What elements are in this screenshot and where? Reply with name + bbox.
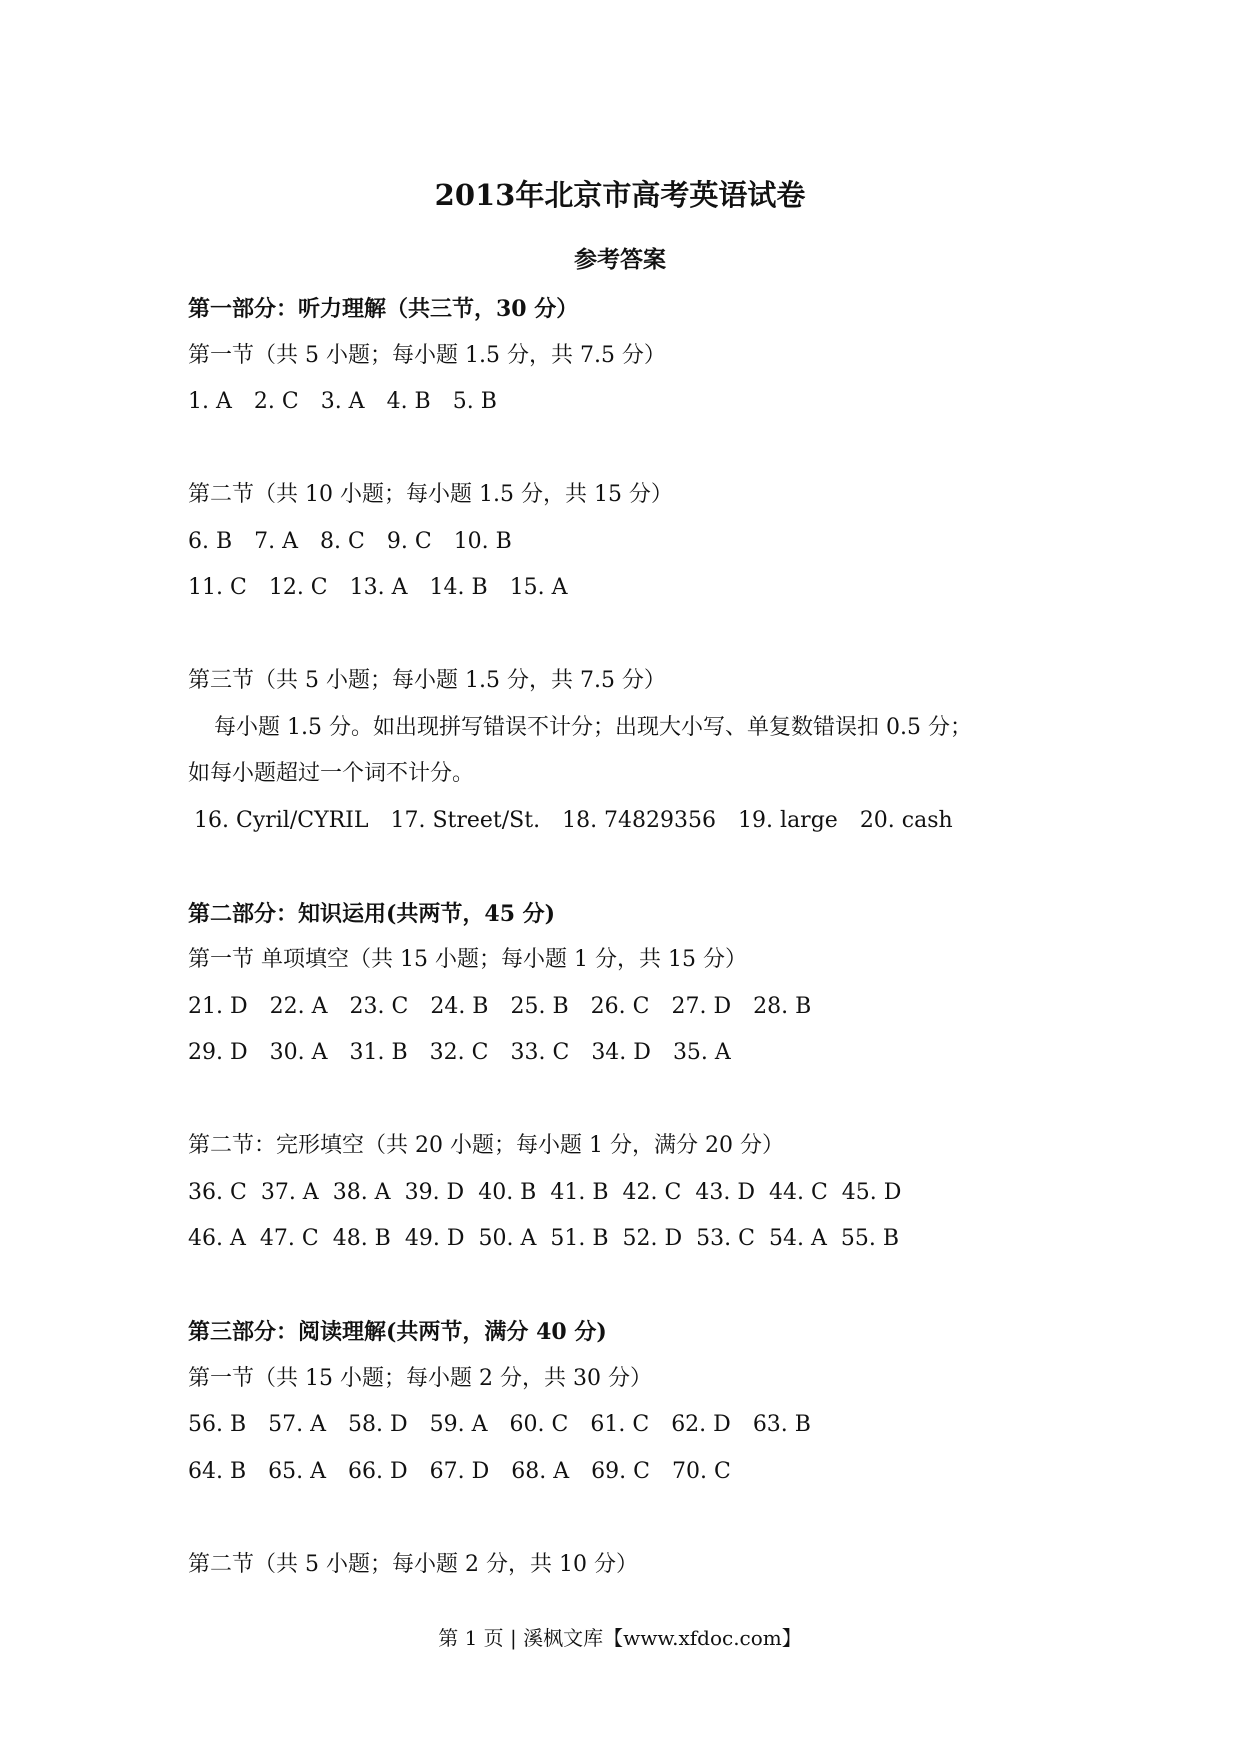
answer-item: 67. D — [429, 1458, 490, 1484]
answer-item: 31. B — [349, 1040, 408, 1065]
answer-item: 12. C — [268, 575, 328, 600]
answer-item: 5. B — [452, 389, 497, 414]
answer-item: 51. B — [550, 1226, 609, 1251]
answer-item: 17. Street/St. — [390, 807, 541, 833]
part3-heading: 第三部分：阅读理解(共两节，满分 40 分) — [188, 1319, 607, 1345]
answer-item: 36. C — [188, 1179, 247, 1205]
answer-item: 57. A — [268, 1412, 327, 1437]
answer-item: 52. D — [622, 1226, 683, 1251]
answer-item: 53. C — [696, 1226, 755, 1251]
answer-item: 56. B — [188, 1412, 247, 1437]
answer-row — [188, 1402, 1088, 1449]
part1-sec2-heading: 第二节（共 10 小题；每小题 1.5 分，共 15 分） — [188, 482, 673, 507]
part1-sec1-heading: 第一节（共 5 小题；每小题 1.5 分，共 7.5 分） — [188, 342, 666, 368]
answer-item: 35. A — [672, 1040, 731, 1065]
answer-item: 41. B — [550, 1179, 609, 1205]
answer-item: 64. B — [188, 1458, 247, 1484]
answer-item: 19. large — [738, 807, 838, 833]
answer-item: 70. C — [671, 1458, 731, 1484]
answer-item: 40. B — [478, 1179, 537, 1205]
answer-item: 48. B — [332, 1226, 391, 1251]
answer-item: 16. Cyril/CYRIL — [194, 807, 369, 833]
answer-item: 54. A — [768, 1226, 827, 1251]
answer-item: 38. A — [332, 1179, 391, 1205]
answer-item: 13. A — [349, 575, 408, 600]
answer-item: 6. B — [188, 528, 233, 554]
answer-item: 61. C — [590, 1412, 650, 1437]
part1-heading: 第一部分：听力理解（共三节，30 分） — [188, 296, 579, 322]
answer-item: 62. D — [671, 1412, 731, 1437]
answer-item: 45. D — [841, 1179, 902, 1205]
answer-item: 33. C — [510, 1040, 570, 1065]
answer-item: 9. C — [386, 528, 432, 554]
page-title: 2013年北京市高考英语试卷 — [434, 178, 806, 212]
answer-item: 14. B — [429, 575, 488, 600]
answer-item: 66. D — [348, 1458, 408, 1484]
answer-item: 4. B — [386, 389, 431, 414]
page-footer: 第 1 页 | 溪枫文库【www.xfdoc.com】 — [438, 1626, 802, 1650]
answer-item: 10. B — [453, 528, 512, 554]
answer-item: 43. D — [695, 1179, 755, 1205]
answer-item: 7. A — [254, 528, 299, 554]
answer-content — [188, 286, 1088, 1588]
part1-sec3-note-2: 如每小题超过一个词不计分。 — [188, 761, 475, 786]
answer-item: 30. A — [269, 1040, 328, 1065]
answer-item: 24. B — [430, 993, 489, 1019]
answer-item: 34. D — [591, 1040, 651, 1065]
answer-item: 59. A — [429, 1412, 488, 1437]
answer-item: 49. D — [404, 1226, 465, 1251]
answer-item: 60. C — [509, 1412, 569, 1437]
answer-row — [188, 1170, 1088, 1217]
answer-row — [188, 1216, 1088, 1263]
answer-item: 2. C — [253, 389, 299, 414]
answer-row — [188, 984, 1088, 1031]
answer-row — [188, 379, 1088, 426]
answer-row — [188, 1030, 1088, 1077]
answer-row — [188, 519, 1088, 566]
answer-item: 11. C — [188, 575, 247, 600]
answer-row — [188, 565, 1088, 612]
answer-item: 39. D — [404, 1179, 465, 1205]
answer-item: 27. D — [671, 993, 732, 1019]
answer-row — [188, 1449, 1088, 1496]
answer-item: 65. A — [268, 1458, 327, 1484]
answer-item: 55. B — [840, 1226, 899, 1251]
answer-item: 50. A — [478, 1226, 537, 1251]
answer-item: 63. B — [752, 1412, 811, 1437]
answer-row — [188, 798, 1088, 845]
answer-item: 32. C — [429, 1040, 489, 1065]
answer-item: 1. A — [188, 389, 232, 414]
part2-sec2-heading: 第二节：完形填空（共 20 小题；每小题 1 分，满分 20 分） — [188, 1133, 784, 1158]
answer-item: 8. C — [320, 528, 365, 554]
answer-item: 15. A — [509, 575, 568, 600]
answer-item: 29. D — [188, 1040, 248, 1065]
answer-item: 44. C — [768, 1179, 828, 1205]
answer-item: 20. cash — [859, 807, 953, 833]
page-subtitle: 参考答案 — [574, 246, 666, 273]
answer-item: 58. D — [348, 1412, 408, 1437]
answer-item: 37. A — [260, 1179, 319, 1205]
part3-sec2-heading: 第二节（共 5 小题；每小题 2 分，共 10 分） — [188, 1551, 638, 1577]
answer-item: 18. 74829356 — [562, 807, 717, 833]
part1-sec3-heading: 第三节（共 5 小题；每小题 1.5 分，共 7.5 分） — [188, 668, 666, 693]
part2-heading: 第二部分：知识运用(共两节，45 分) — [188, 900, 556, 927]
part3-sec1-heading: 第一节（共 15 小题；每小题 2 分，共 30 分） — [188, 1365, 652, 1391]
answer-item: 46. A — [188, 1226, 246, 1251]
answer-item: 25. B — [510, 993, 569, 1019]
answer-item: 68. A — [511, 1458, 570, 1484]
answer-item: 47. C — [259, 1226, 319, 1251]
answer-item: 21. D — [188, 993, 248, 1019]
answer-item: 69. C — [591, 1458, 650, 1484]
answer-item: 22. A — [269, 993, 328, 1019]
answer-item: 42. C — [622, 1179, 682, 1205]
answer-item: 23. C — [349, 993, 409, 1019]
answer-item: 28. B — [753, 993, 812, 1019]
part2-sec1-heading: 第一节 单项填空（共 15 小题；每小题 1 分，共 15 分） — [188, 947, 747, 972]
answer-item: 26. C — [590, 993, 650, 1019]
part1-sec3-note-1: 每小题 1.5 分。如出现拼写错误不计分；出现大小写、单复数错误扣 0.5 分； — [214, 714, 972, 740]
answer-item: 3. A — [320, 389, 365, 414]
